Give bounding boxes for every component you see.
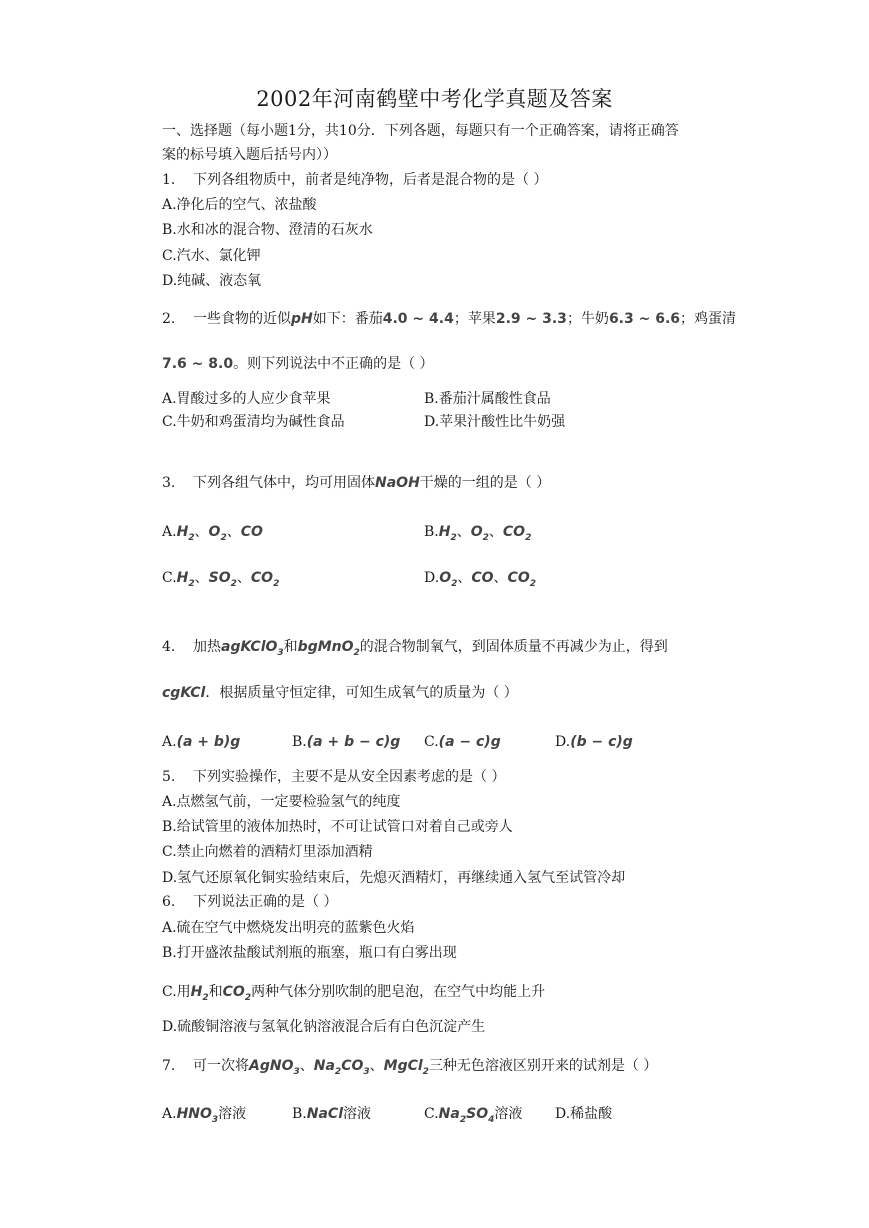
ph-symbol: pH: [291, 311, 313, 327]
separator: 、: [493, 570, 508, 586]
q2-option-a: A.胃酸过多的人应少食苹果: [162, 391, 331, 407]
stem-text: ；苹果: [453, 311, 496, 327]
ph-range-egg: 7.6 ~ 8.0: [162, 356, 234, 372]
option-value: (b − c)g: [570, 734, 633, 750]
stem-text: 三种无色溶液区别开来的试剂是（ ）: [428, 1058, 658, 1074]
separator: 、: [369, 1058, 384, 1074]
option-text: 溶液: [343, 1106, 371, 1122]
option-label: C.: [424, 734, 439, 750]
stem-text: 加热: [193, 639, 221, 655]
q1-option-b: B.水和冰的混合物、澄清的石灰水: [162, 222, 373, 238]
question-number: 1.: [162, 172, 176, 188]
question-number: 5.: [162, 769, 176, 785]
formula-h2: $H_2$: [438, 524, 457, 543]
q2-option-b: B.番茄汁属酸性食品: [424, 391, 551, 407]
option-text: 和: [208, 984, 223, 1000]
separator: 、: [299, 1058, 314, 1074]
question-4-cont: [162, 683, 518, 703]
option-label: A.: [162, 734, 177, 750]
formula-co2: $CO_2$: [502, 524, 532, 543]
formula-co2: $CO_2$: [222, 984, 252, 1003]
formula-mgcl2: MgCl$_2$: [383, 1058, 429, 1077]
q3-option-d: [424, 568, 536, 594]
ph-range-milk: 6.3 ~ 6.6: [608, 311, 681, 327]
option-value: (a + b)g: [176, 734, 241, 750]
option-label: C.: [424, 1106, 439, 1122]
section-header-line1: 一、选择题（每小题1分，共10分．下列各题，每题只有一个正确答案，请将正确答: [162, 123, 679, 139]
page-title: 2002年河南鹤壁中考化学真题及答案: [256, 87, 613, 111]
q3-option-c: [162, 568, 279, 594]
option-label: A.: [162, 1106, 177, 1122]
q5-option-a: A.点燃氢气前，一定要检验氢气的纯度: [162, 794, 401, 810]
stem-text: ；鸡蛋清: [680, 311, 737, 327]
question-3: [162, 473, 550, 493]
separator: 、: [457, 570, 472, 586]
stem-text: 的混合物制氧气，到固体质量不再减少为止，得到: [359, 639, 668, 655]
formula-h2: $H_2$: [176, 570, 195, 589]
stem-text: 下列各组气体中，均可用固体: [193, 475, 375, 491]
stem-text: ．根据质量守恒定律，可知生成氧气的质量为（ ）: [205, 685, 518, 701]
q4-option-b: [292, 732, 400, 752]
q6-option-c: [162, 982, 545, 1008]
question-number: 4.: [162, 639, 176, 655]
question-number: 6.: [162, 894, 176, 910]
q3-option-a: [162, 522, 263, 548]
q2-option-d: D.苹果汁酸性比牛奶强: [424, 414, 566, 430]
formula-o2: $O_2$: [470, 524, 489, 543]
naoh-formula: NaOH: [375, 475, 420, 491]
question-5: [162, 767, 505, 787]
option-value: (a − c)g: [438, 734, 501, 750]
separator: 、: [236, 570, 251, 586]
formula-kclo3: agKClO$_3$: [221, 639, 284, 658]
option-label: A.: [162, 524, 177, 540]
q7-option-d: D.稀盐酸: [555, 1106, 613, 1122]
section-header-line2: 案的标号填入题后括号内））: [162, 147, 337, 163]
formula-o2: $O_2$: [208, 524, 227, 543]
q1-option-a: A.净化后的空气、浓盐酸: [162, 197, 317, 213]
option-text: 溶液: [218, 1106, 247, 1122]
question-1: [162, 170, 547, 190]
question-stem: 下列实验操作，主要不是从安全因素考虑的是（ ）: [193, 769, 506, 785]
formula-na2so4: $Na_2SO_4$: [438, 1106, 495, 1125]
stem-text: 一些食物的近似: [193, 311, 291, 327]
option-label: B.: [292, 734, 307, 750]
option-text: C.用: [162, 984, 191, 1000]
formula-co2: $CO_2$: [507, 570, 536, 589]
formula-o2: $O_2$: [439, 570, 458, 589]
separator: 、: [194, 570, 209, 586]
option-value: (a + b − c)g: [306, 734, 401, 750]
stem-text: ；牛奶: [566, 311, 609, 327]
stem-text: 和: [283, 639, 298, 655]
option-text: 两种气体分别吹制的肥皂泡，在空气中均能上升: [251, 984, 546, 1000]
q7-option-a: [162, 1104, 246, 1130]
question-number: 3.: [162, 475, 176, 491]
q5-option-d: D.氢气还原氧化铜实验结束后，先熄灭酒精灯，再继续通入氢气至试管冷却: [162, 870, 626, 886]
question-number: 2.: [162, 311, 176, 327]
option-label: B.: [292, 1106, 307, 1122]
question-2-cont: [162, 354, 434, 374]
formula-mno2: bgMnO$_2$: [297, 639, 360, 658]
formula-so2: $SO_2$: [208, 570, 237, 589]
q7-option-b: [292, 1104, 371, 1124]
ph-range-apple: 2.9 ~ 3.3: [495, 311, 567, 327]
separator: 、: [226, 524, 241, 540]
question-number: 7.: [162, 1058, 176, 1074]
q5-option-b: B.给试管里的液体加热时，不可让试管口对着自己或旁人: [162, 819, 513, 835]
q2-option-c: C.牛奶和鸡蛋清均为碱性食品: [162, 414, 345, 430]
question-6: [162, 892, 337, 912]
formula-na2co3: $Na_2CO_3$: [313, 1058, 370, 1077]
q4-option-a: [162, 732, 240, 752]
q5-option-c: C.禁止向燃着的酒精灯里添加酒精: [162, 844, 373, 860]
q6-option-a: A.硫在空气中燃烧发出明亮的蓝紫色火焰: [162, 920, 415, 936]
separator: 、: [194, 524, 209, 540]
q6-option-b: B.打开盛浓盐酸试剂瓶的瓶塞，瓶口有白雾出现: [162, 945, 457, 961]
stem-text: 如下：番茄: [312, 311, 383, 327]
q4-option-d: [555, 732, 633, 752]
option-label: D.: [555, 734, 571, 750]
option-label: D.: [424, 570, 440, 586]
separator: 、: [456, 524, 471, 540]
formula-nacl: NaCl: [306, 1106, 343, 1122]
q1-option-c: C.汽水、氯化钾: [162, 248, 261, 264]
question-2: [162, 309, 736, 329]
q7-option-c: [424, 1104, 522, 1130]
formula-h2: $H_2$: [176, 524, 195, 543]
formula-co: CO: [240, 524, 263, 540]
question-stem: 下列说法正确的是（ ）: [193, 894, 338, 910]
formula-hno3: $HNO_3$: [176, 1106, 219, 1125]
question-7: [162, 1056, 657, 1082]
q4-option-c: [424, 732, 501, 752]
formula-h2: $H_2$: [190, 984, 209, 1003]
q1-option-d: D.纯碱、液态氧: [162, 273, 262, 289]
question-stem: 下列各组物质中，前者是纯净物，后者是混合物的是（ ）: [193, 172, 548, 188]
stem-text: 干燥的一组的是（ ）: [419, 475, 551, 491]
stem-text: 可一次将: [193, 1058, 249, 1074]
q3-option-b: [424, 522, 531, 548]
formula-co2: $CO_2$: [250, 570, 280, 589]
option-text: 溶液: [494, 1106, 523, 1122]
formula-agno3: AgNO$_3$: [249, 1058, 300, 1077]
question-4: [162, 637, 668, 663]
formula-co: CO: [471, 570, 494, 586]
separator: 、: [488, 524, 503, 540]
ph-range-tomato: 4.0 ~ 4.4: [382, 311, 454, 327]
option-label: B.: [424, 524, 439, 540]
q6-option-d: D.硫酸铜溶液与氢氧化钠溶液混合后有白色沉淀产生: [162, 1019, 486, 1035]
formula-kcl: cgKCl: [162, 685, 206, 701]
option-label: C.: [162, 570, 177, 586]
stem-text: 。则下列说法中不正确的是（ ）: [233, 356, 434, 372]
